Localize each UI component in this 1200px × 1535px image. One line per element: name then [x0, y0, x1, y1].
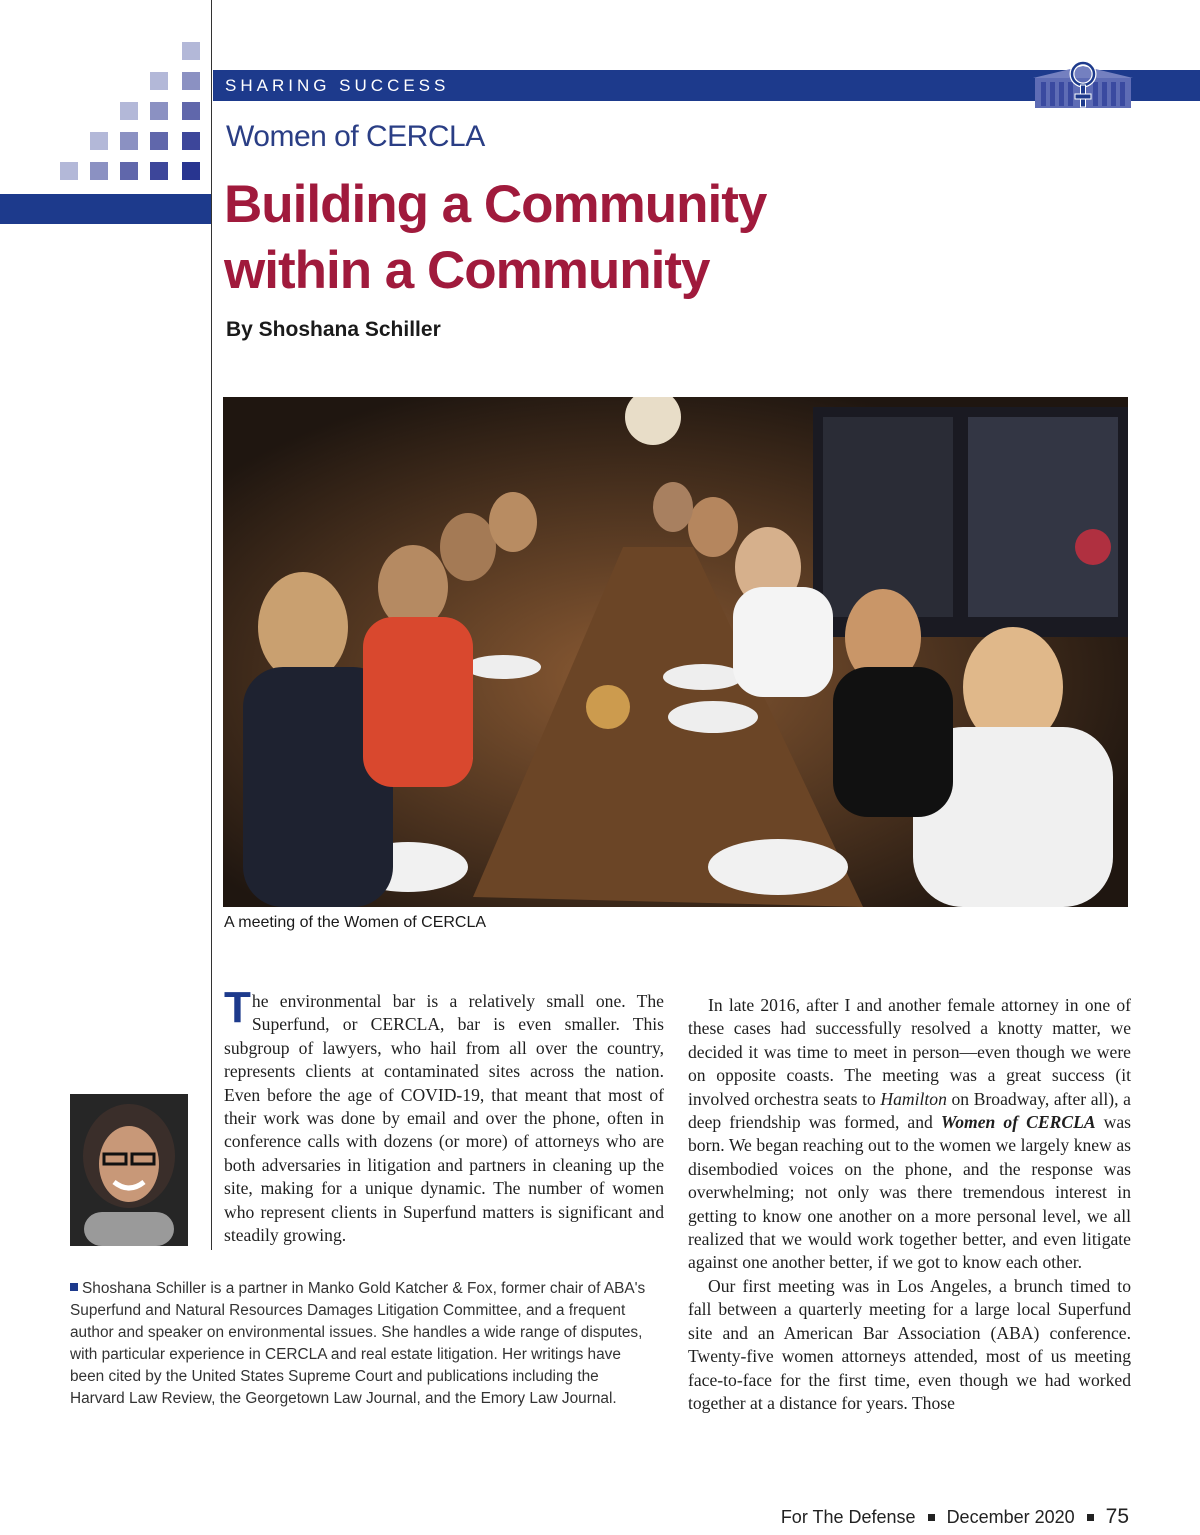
courthouse-venus-icon: [1033, 58, 1133, 112]
vertical-rule: [211, 0, 212, 1250]
author-bio: [70, 1278, 650, 1410]
left-accent-bar: [0, 194, 212, 224]
publication-name: For The Defense: [780, 1506, 916, 1527]
body-paragraph: [224, 983, 664, 1247]
body-paragraph: Our first meeting was in Los Angeles, a brunch timed to fall between a quarterly meeting for a large local Superfund site and an American Bar Association (ABA) conference. Twenty-five women attorneys attended, most of us meeting face-to-face for the first time, even though we had worked together at a distance for years. Those: [688, 1275, 1131, 1413]
body-paragraph: [688, 994, 1131, 1275]
photo-caption: A meeting of the Women of CERCLA: [224, 914, 487, 931]
article-headline: [224, 172, 1024, 304]
separator-square-icon: [928, 1514, 935, 1521]
article-kicker: Women of CERCLA: [226, 120, 485, 153]
body-column-1: [224, 983, 664, 1247]
paragraph-text: on Broadway, after all), a deep friendship was formed, and: [688, 1088, 1131, 1133]
page-footer: [781, 1505, 1129, 1529]
paragraph-text: he environmental bar is a relatively small one. The Superfund, or CERCLA, bar is even smaller. This subgroup of lawyers, who hail from all over the country, represents clients at contaminated sites across the nation. Even before the age of COVID-19, that meant that most of their work was done by email and over the phone, often in conference calls with dozens (or more) of attorneys who are both adversaries in litigation and partners in cleaning up the site, making for a unique dynamic. The number of women who represent clients in Superfund matters is significant and steadily growing.: [224, 991, 664, 1246]
drop-cap: T: [224, 983, 251, 1032]
author-photo: [70, 1094, 188, 1246]
byline: By Shoshana Schiller: [226, 318, 441, 341]
separator-square-icon: [1087, 1514, 1094, 1521]
page-number: 75: [1105, 1505, 1129, 1528]
bio-text: Shoshana Schiller is a partner in Manko Gold Katcher & Fox, former chair of ABA's Superfund and Natural Resources Damages Litigation Committee, and a frequent author and speaker on environmental issues. She handles a wide range of disputes, with particular experience in CERCLA and real estate litigation. Her writings have been cited by the United States Supreme Court and publications including the Harvard Law Review, the Georgetown Law Journal, and the Emory Law Journal.: [70, 1280, 646, 1407]
italic-title: Hamilton: [880, 1088, 947, 1109]
section-label: SHARING SUCCESS: [225, 76, 450, 95]
section-band: [213, 70, 1200, 101]
group-name: Women of CERCLA: [940, 1112, 1096, 1133]
paragraph-text: In late 2016, after I and another female attorney in one of these cases had successfully resolved a knotty matter, we decided it was time to meet in person—even though we were on opposite coasts. The meeting was a great success (it involved orchestra seats to: [688, 995, 1131, 1109]
headline-line-2: within a Community: [224, 241, 710, 300]
group-dinner-photo: [223, 397, 1128, 907]
body-column-2: [688, 994, 1131, 1415]
paragraph-text: was born. We began reaching out to the women we largely knew as disembodied voices on the phone, and the response was overwhelming; not only was there tremendous interest in getting to know one another on a more personal level, we all realized that we would work together better, and even litigate against one another better, if we got to know each other.: [688, 1112, 1132, 1273]
issue-date: December 2020: [946, 1506, 1075, 1527]
bullet-square-icon: [70, 1283, 78, 1291]
headline-line-1: Building a Community: [224, 175, 767, 234]
